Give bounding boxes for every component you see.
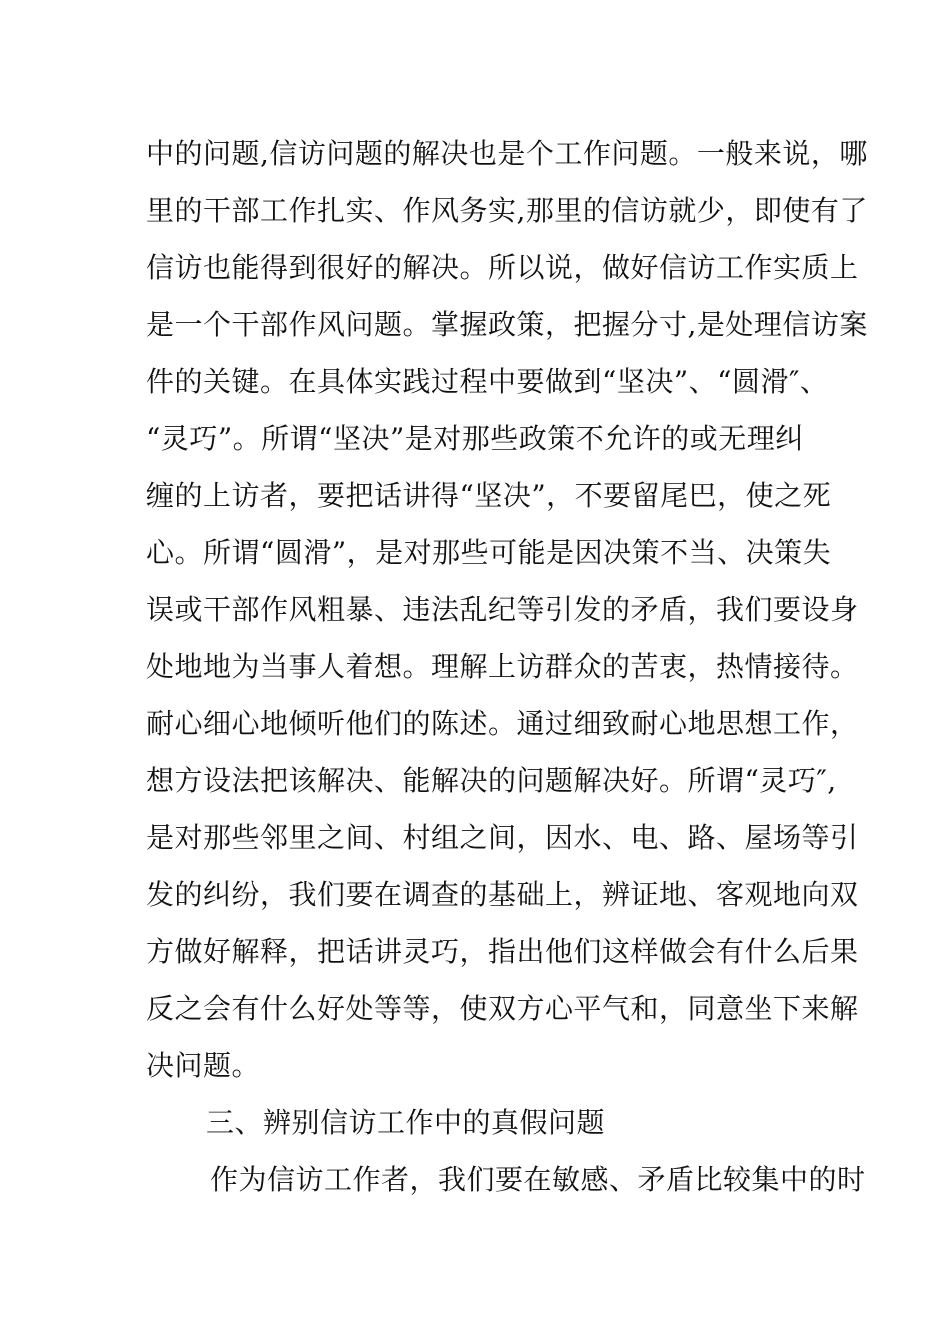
body-line: 处地地为当事人着想。理解上访群众的苦衷，热情接待。 (146, 650, 859, 683)
body-line: 心。所谓“圆滑”，是对那些可能是因决策不当、决策失 (146, 536, 832, 569)
body-line: 误或干部作风粗暴、违法乱纪等引发的矛盾，我们要设身 (146, 593, 859, 626)
body-line: 想方设法把该解决、能解决的问题解决好。所谓“灵巧″, (146, 764, 837, 797)
section-heading: 三、辨别信访工作中的真假问题 (206, 1106, 606, 1139)
body-line: 是对那些邻里之间、村组之间，因水、电、路、屋场等引 (146, 821, 859, 854)
body-line: 决问题。 (146, 1049, 261, 1082)
body-line: 反之会有什么好处等等，使双方心平气和，同意坐下来解 (146, 992, 859, 1025)
paragraph-start: 作为信访工作者，我们要在敏感、矛盾比较集中的时 (210, 1163, 866, 1196)
body-line: 信访也能得到很好的解决。所以说，做好信访工作实质上 (146, 251, 859, 284)
body-line: 里的干部工作扎实、作风务实,那里的信访就少，即使有了 (146, 194, 868, 227)
body-line: 耐心细心地倾听他们的陈述。通过细致耐心地思想工作， (146, 707, 859, 740)
body-line: 中的问题,信访问题的解决也是个工作问题。一般来说，哪 (146, 137, 868, 170)
body-line: 缠的上访者，要把话讲得“坚决”，不要留尾巴，使之死 (146, 479, 832, 512)
body-line: “灵巧”。所谓“坚决”是对那些政策不允许的或无理纠 (146, 422, 804, 455)
body-line: 方做好解释，把话讲灵巧，指出他们这样做会有什么后果 (146, 935, 859, 968)
body-line: 件的关键。在具体实践过程中要做到“坚决”、“圆滑″、 (146, 365, 829, 398)
body-line: 是一个干部作风问题。掌握政策，把握分寸,是处理信访案 (146, 308, 868, 341)
body-line: 发的纠纷，我们要在调查的基础上，辨证地、客观地向双 (146, 878, 859, 911)
